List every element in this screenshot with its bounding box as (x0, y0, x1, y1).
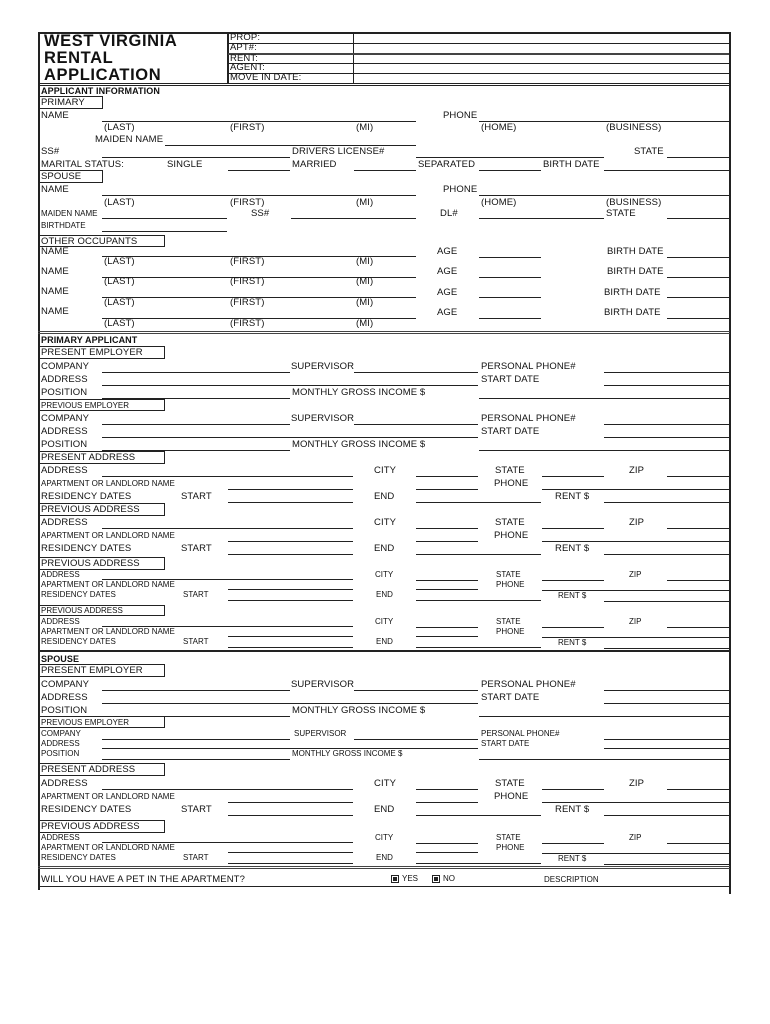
landlord-field-2[interactable] (416, 589, 478, 590)
city-field[interactable] (416, 627, 478, 628)
rent-field[interactable] (604, 648, 729, 649)
state-label: STATE (495, 465, 525, 476)
occupant-age-label: AGE (437, 307, 458, 318)
phone-field[interactable] (542, 802, 729, 803)
sub-last: (LAST) (104, 318, 135, 329)
supervisor-label: SUPERVISOR (291, 361, 355, 372)
address-label: ADDRESS (41, 374, 88, 385)
prop-field[interactable] (354, 33, 729, 42)
start-label: START (183, 853, 209, 862)
company-label: COMPANY (41, 413, 90, 424)
present-employer-label: PRESENT EMPLOYER (41, 347, 143, 358)
landlord-field[interactable] (228, 489, 353, 490)
address-field[interactable] (102, 748, 478, 749)
end-label: END (374, 491, 395, 502)
married-field[interactable] (354, 170, 416, 171)
form-title-line3: APPLICATION (44, 66, 162, 84)
start-field[interactable] (228, 600, 353, 601)
address-field[interactable] (102, 703, 478, 704)
city-field[interactable] (416, 476, 478, 477)
pet-description-field[interactable] (604, 872, 728, 884)
section-divider (38, 650, 730, 652)
city-label: CITY (375, 617, 394, 626)
sub-first: (FIRST) (230, 256, 265, 267)
zip-label: ZIP (629, 570, 642, 579)
city-field[interactable] (416, 528, 478, 529)
start-field[interactable] (228, 863, 353, 864)
occupant-name-label: NAME (41, 286, 69, 297)
supervisor-label: SUPERVISOR (291, 413, 355, 424)
address-label: ADDRESS (41, 465, 88, 476)
present-employer-label: PRESENT EMPLOYER (41, 665, 143, 676)
form-title-line1: WEST VIRGINIA (44, 32, 178, 50)
primary-name-label: NAME (41, 110, 69, 121)
start-date-label: START DATE (481, 374, 540, 385)
address-label: ADDRESS (41, 692, 88, 703)
occupant-birth-field[interactable] (667, 297, 729, 298)
start-date-label: START DATE (481, 692, 540, 703)
rent-label: RENT: (230, 53, 258, 64)
single-label: SINGLE (167, 159, 203, 170)
previous-address-label: PREVIOUS ADDRESS (41, 606, 123, 615)
landlord-label: APARTMENT OR LANDLORD NAME (41, 580, 175, 589)
prop-label: PROP: (230, 32, 261, 43)
rent-field[interactable] (604, 554, 729, 555)
start-date-label: START DATE (481, 739, 530, 748)
occupant-birth-field[interactable] (667, 257, 729, 258)
start-date-field[interactable] (604, 748, 729, 749)
sub-last: (LAST) (104, 297, 135, 308)
state-field[interactable] (542, 580, 604, 581)
end-field[interactable] (416, 554, 541, 555)
sub-home: (HOME) (481, 197, 517, 208)
address-label: ADDRESS (41, 833, 80, 842)
income-label: MONTHLY GROSS INCOME $ (292, 705, 426, 716)
previous-address-label: PREVIOUS ADDRESS (41, 558, 140, 569)
end-label: END (374, 804, 395, 815)
form-title-line2: RENTAL (44, 49, 114, 67)
zip-label: ZIP (629, 778, 645, 789)
income-field[interactable] (479, 716, 729, 717)
occupant-birth-field[interactable] (667, 277, 729, 278)
landlord-field[interactable] (228, 541, 353, 542)
apt-field[interactable] (354, 44, 729, 53)
occupant-birth-label: BIRTH DATE (604, 307, 661, 318)
state-label: STATE (496, 570, 521, 579)
present-address-label: PRESENT ADDRESS (41, 764, 136, 775)
spouse-birthdate-label: BIRTHDATE (41, 221, 86, 230)
header-divider (227, 32, 229, 84)
residency-label: RESIDENCY DATES (41, 637, 116, 646)
company-field[interactable] (102, 372, 290, 373)
personal-phone-field[interactable] (604, 739, 729, 740)
separated-label: SEPARATED (418, 159, 476, 170)
city-label: CITY (375, 833, 394, 842)
yes-checkbox[interactable] (391, 875, 399, 883)
sub-first: (FIRST) (230, 297, 265, 308)
single-field[interactable] (228, 170, 290, 171)
phone-label: PHONE (494, 530, 529, 541)
city-label: CITY (374, 517, 397, 528)
rent-field[interactable] (604, 815, 729, 816)
no-label: NO (443, 874, 455, 883)
address-label: ADDRESS (41, 778, 88, 789)
zip-field[interactable] (667, 476, 729, 477)
spouse-dl-field[interactable] (479, 218, 604, 219)
personal-phone-label: PERSONAL PHONE# (481, 413, 576, 424)
separated-field[interactable] (479, 170, 541, 171)
income-field[interactable] (479, 759, 729, 760)
form-right-border (729, 32, 731, 894)
pet-question: WILL YOU HAVE A PET IN THE APARTMENT? (41, 874, 245, 885)
previous-address-label: PREVIOUS ADDRESS (41, 504, 140, 515)
occupant-birth-label: BIRTH DATE (607, 266, 664, 277)
rent-field[interactable] (604, 601, 729, 602)
move-in-date-field[interactable] (354, 74, 729, 83)
married-label: MARRIED (292, 159, 337, 170)
apt-label: APT#: (230, 42, 257, 53)
position-label: POSITION (41, 387, 88, 398)
city-field[interactable] (416, 789, 478, 790)
pet-yes-option[interactable] (391, 874, 418, 884)
sub-first: (FIRST) (230, 197, 265, 208)
landlord-field[interactable] (228, 636, 353, 637)
rent-label: RENT $ (555, 804, 590, 815)
landlord-label: APARTMENT OR LANDLORD NAME (41, 792, 175, 801)
spouse-maiden-field[interactable] (102, 218, 227, 219)
zip-label: ZIP (629, 617, 642, 626)
address-label: ADDRESS (41, 426, 88, 437)
occupant-age-field[interactable] (479, 297, 541, 298)
address-label: ADDRESS (41, 617, 80, 626)
income-label: MONTHLY GROSS INCOME $ (292, 387, 426, 398)
phone-label: PHONE (494, 791, 529, 802)
company-field[interactable] (102, 424, 290, 425)
birth-date-label: BIRTH DATE (543, 159, 600, 170)
city-label: CITY (375, 570, 394, 579)
pet-no-option[interactable] (432, 874, 455, 884)
start-date-label: START DATE (481, 426, 540, 437)
zip-field[interactable] (667, 843, 729, 844)
spouse-ss-label: SS# (251, 208, 270, 219)
zip-field[interactable] (667, 627, 729, 628)
rent-label: RENT $ (558, 854, 587, 863)
income-label: MONTHLY GROSS INCOME $ (292, 749, 403, 758)
city-label: CITY (374, 465, 397, 476)
position-label: POSITION (41, 705, 88, 716)
previous-employer-label: PREVIOUS EMPLOYER (41, 718, 130, 727)
state-label: STATE (495, 517, 525, 528)
landlord-field[interactable] (228, 589, 353, 590)
spouse-state-label: STATE (606, 208, 636, 219)
address-field[interactable] (102, 385, 478, 386)
spouse-tag-label: SPOUSE (41, 171, 82, 182)
birth-date-field[interactable] (604, 170, 729, 171)
agent-label: AGENT: (230, 62, 265, 73)
rent-label: RENT $ (558, 591, 587, 600)
primary-dl-field[interactable] (416, 157, 604, 158)
city-label: CITY (374, 778, 397, 789)
supervisor-field[interactable] (354, 372, 478, 373)
personal-phone-label: PERSONAL PHONE# (481, 679, 576, 690)
spouse-dl-label: DL# (440, 208, 458, 219)
address-label: ADDRESS (41, 739, 80, 748)
marital-status-label: MARITAL STATUS: (41, 159, 124, 170)
start-date-field[interactable] (604, 703, 729, 704)
other-occupants-label: OTHER OCCUPANTS (41, 236, 138, 247)
start-label: START (183, 637, 209, 646)
occupant-age-field[interactable] (479, 277, 541, 278)
landlord-field-2[interactable] (416, 541, 478, 542)
sub-last: (LAST) (104, 197, 135, 208)
address-label: ADDRESS (41, 517, 88, 528)
personal-phone-label: PERSONAL PHONE# (481, 361, 576, 372)
personal-phone-label: PERSONAL PHONE# (481, 729, 560, 738)
occupant-name-label: NAME (41, 306, 69, 317)
sub-last: (LAST) (104, 276, 135, 287)
sub-last: (LAST) (104, 256, 135, 267)
phone-label: PHONE (496, 580, 525, 589)
residency-label: RESIDENCY DATES (41, 543, 132, 554)
start-field[interactable] (228, 554, 353, 555)
landlord-label: APARTMENT OR LANDLORD NAME (41, 479, 175, 488)
landlord-field[interactable] (228, 852, 353, 853)
state-field[interactable] (542, 476, 604, 477)
no-checkbox[interactable] (432, 875, 440, 883)
agent-field[interactable] (354, 64, 729, 73)
previous-address-label: PREVIOUS ADDRESS (41, 821, 140, 832)
start-field[interactable] (228, 502, 353, 503)
personal-phone-field[interactable] (604, 424, 729, 425)
applicant-information-heading: APPLICANT INFORMATION (41, 86, 160, 96)
occupant-age-label: AGE (437, 246, 458, 257)
address-field[interactable] (102, 528, 353, 529)
state-field[interactable] (542, 789, 604, 790)
pet-description-label: DESCRIPTION (544, 875, 599, 884)
state-label: STATE (495, 778, 525, 789)
occupant-birth-label: BIRTH DATE (607, 246, 664, 257)
previous-employer-label: PREVIOUS EMPLOYER (41, 401, 130, 410)
occupant-age-field[interactable] (479, 257, 541, 258)
income-field[interactable] (479, 450, 729, 451)
sub-mi: (MI) (356, 122, 374, 133)
yes-label: YES (402, 874, 419, 883)
sub-first: (FIRST) (230, 122, 265, 133)
section-divider (38, 331, 730, 334)
end-label: END (376, 853, 393, 862)
spouse-birthdate-field[interactable] (102, 231, 227, 232)
primary-applicant-heading: PRIMARY APPLICANT (41, 335, 138, 345)
occupant-age-label: AGE (437, 266, 458, 277)
state-label: STATE (496, 617, 521, 626)
sub-business: (BUSINESS) (606, 122, 662, 133)
start-label: START (181, 543, 212, 554)
occupant-name-label: NAME (41, 266, 69, 277)
primary-dl-label: DRIVERS LICENSE# (292, 146, 385, 157)
supervisor-label: SUPERVISOR (294, 729, 347, 738)
start-field[interactable] (228, 815, 353, 816)
sub-first: (FIRST) (230, 276, 265, 287)
address-field[interactable] (102, 437, 478, 438)
supervisor-field[interactable] (354, 424, 478, 425)
end-field[interactable] (416, 815, 541, 816)
residency-label: RESIDENCY DATES (41, 590, 116, 599)
landlord-field-2[interactable] (416, 489, 478, 490)
residency-label: RESIDENCY DATES (41, 491, 132, 502)
primary-state-field[interactable] (667, 157, 729, 158)
occupant-birth-field[interactable] (667, 318, 729, 319)
rent-field[interactable] (604, 864, 729, 865)
sub-last: (LAST) (104, 122, 135, 133)
primary-ss-field[interactable] (102, 157, 290, 158)
spouse-ss-field[interactable] (291, 218, 416, 219)
end-field[interactable] (416, 502, 541, 503)
header-left-border (38, 32, 40, 84)
sub-mi: (MI) (356, 318, 374, 329)
company-label: COMPANY (41, 729, 81, 738)
company-label: COMPANY (41, 679, 90, 690)
phone-label: PHONE (496, 627, 525, 636)
primary-maiden-label: MAIDEN NAME (95, 134, 164, 145)
primary-state-label: STATE (634, 146, 664, 157)
end-label: END (374, 543, 395, 554)
sub-mi: (MI) (356, 297, 374, 308)
state-field[interactable] (542, 843, 604, 844)
position-label: POSITION (41, 749, 80, 758)
zip-field[interactable] (667, 580, 729, 581)
end-field[interactable] (416, 863, 541, 864)
spouse-name-field[interactable] (102, 195, 416, 196)
occupant-birth-label: BIRTH DATE (604, 287, 661, 298)
phone-field[interactable] (542, 541, 729, 542)
landlord-label: APARTMENT OR LANDLORD NAME (41, 627, 175, 636)
residency-label: RESIDENCY DATES (41, 804, 132, 815)
spouse-heading: SPOUSE (41, 654, 80, 664)
sub-business: (BUSINESS) (606, 197, 662, 208)
income-label: MONTHLY GROSS INCOME $ (292, 439, 426, 450)
move-in-date-label: MOVE IN DATE: (230, 72, 302, 83)
form-bottom-border (38, 886, 730, 887)
state-field[interactable] (542, 627, 604, 628)
company-label: COMPANY (41, 361, 90, 372)
landlord-label: APARTMENT OR LANDLORD NAME (41, 531, 175, 540)
supervisor-field[interactable] (354, 690, 478, 691)
sub-first: (FIRST) (230, 318, 265, 329)
zip-label: ZIP (629, 517, 645, 528)
sub-mi: (MI) (356, 276, 374, 287)
state-label: STATE (496, 833, 521, 842)
spouse-phone-label: PHONE (443, 184, 478, 195)
end-label: END (376, 590, 393, 599)
start-date-field[interactable] (604, 437, 729, 438)
sub-home: (HOME) (481, 122, 517, 133)
zip-label: ZIP (629, 833, 642, 842)
residency-label: RESIDENCY DATES (41, 853, 116, 862)
landlord-field-2[interactable] (416, 852, 478, 853)
primary-ss-label: SS# (41, 146, 60, 157)
spouse-phone-field[interactable] (479, 195, 729, 196)
occupant-age-field[interactable] (479, 318, 541, 319)
occupant-age-label: AGE (437, 287, 458, 298)
phone-field[interactable] (542, 489, 729, 490)
state-field[interactable] (542, 528, 604, 529)
address-field[interactable] (102, 476, 353, 477)
start-label: START (183, 590, 209, 599)
position-field[interactable] (102, 759, 290, 760)
start-label: START (181, 491, 212, 502)
position-label: POSITION (41, 439, 88, 450)
phone-label: PHONE (494, 478, 529, 489)
landlord-field-2[interactable] (416, 636, 478, 637)
primary-phone-field[interactable] (479, 121, 729, 122)
zip-label: ZIP (629, 465, 645, 476)
spouse-name-label: NAME (41, 184, 69, 195)
end-field[interactable] (416, 647, 541, 648)
landlord-field-2[interactable] (416, 802, 478, 803)
sub-mi: (MI) (356, 197, 374, 208)
landlord-label: APARTMENT OR LANDLORD NAME (41, 843, 175, 852)
zip-field[interactable] (667, 528, 729, 529)
company-field[interactable] (102, 690, 290, 691)
spouse-state-field[interactable] (667, 218, 729, 219)
sub-mi: (MI) (356, 256, 374, 267)
personal-phone-field[interactable] (604, 690, 729, 691)
company-field[interactable] (102, 739, 290, 740)
landlord-field[interactable] (228, 802, 353, 803)
present-address-label: PRESENT ADDRESS (41, 452, 136, 463)
personal-phone-field[interactable] (604, 372, 729, 373)
address-field[interactable] (102, 789, 353, 790)
rent-label: RENT $ (555, 491, 590, 502)
city-field[interactable] (416, 843, 478, 844)
rent-field[interactable] (604, 502, 729, 503)
start-label: START (181, 804, 212, 815)
city-field[interactable] (416, 580, 478, 581)
address-label: ADDRESS (41, 570, 80, 579)
phone-label: PHONE (496, 843, 525, 852)
primary-tag-label: PRIMARY (41, 97, 85, 108)
supervisor-field[interactable] (354, 739, 478, 740)
end-label: END (376, 637, 393, 646)
supervisor-label: SUPERVISOR (291, 679, 355, 690)
section-divider (38, 866, 730, 869)
start-date-field[interactable] (604, 385, 729, 386)
occupant-name-label: NAME (41, 246, 69, 257)
income-field[interactable] (479, 398, 729, 399)
rent-label: RENT $ (558, 638, 587, 647)
primary-phone-label: PHONE (443, 110, 478, 121)
spouse-maiden-label: MAIDEN NAME (41, 209, 98, 218)
zip-field[interactable] (667, 789, 729, 790)
start-field[interactable] (228, 647, 353, 648)
end-field[interactable] (416, 600, 541, 601)
rent-label: RENT $ (555, 543, 590, 554)
